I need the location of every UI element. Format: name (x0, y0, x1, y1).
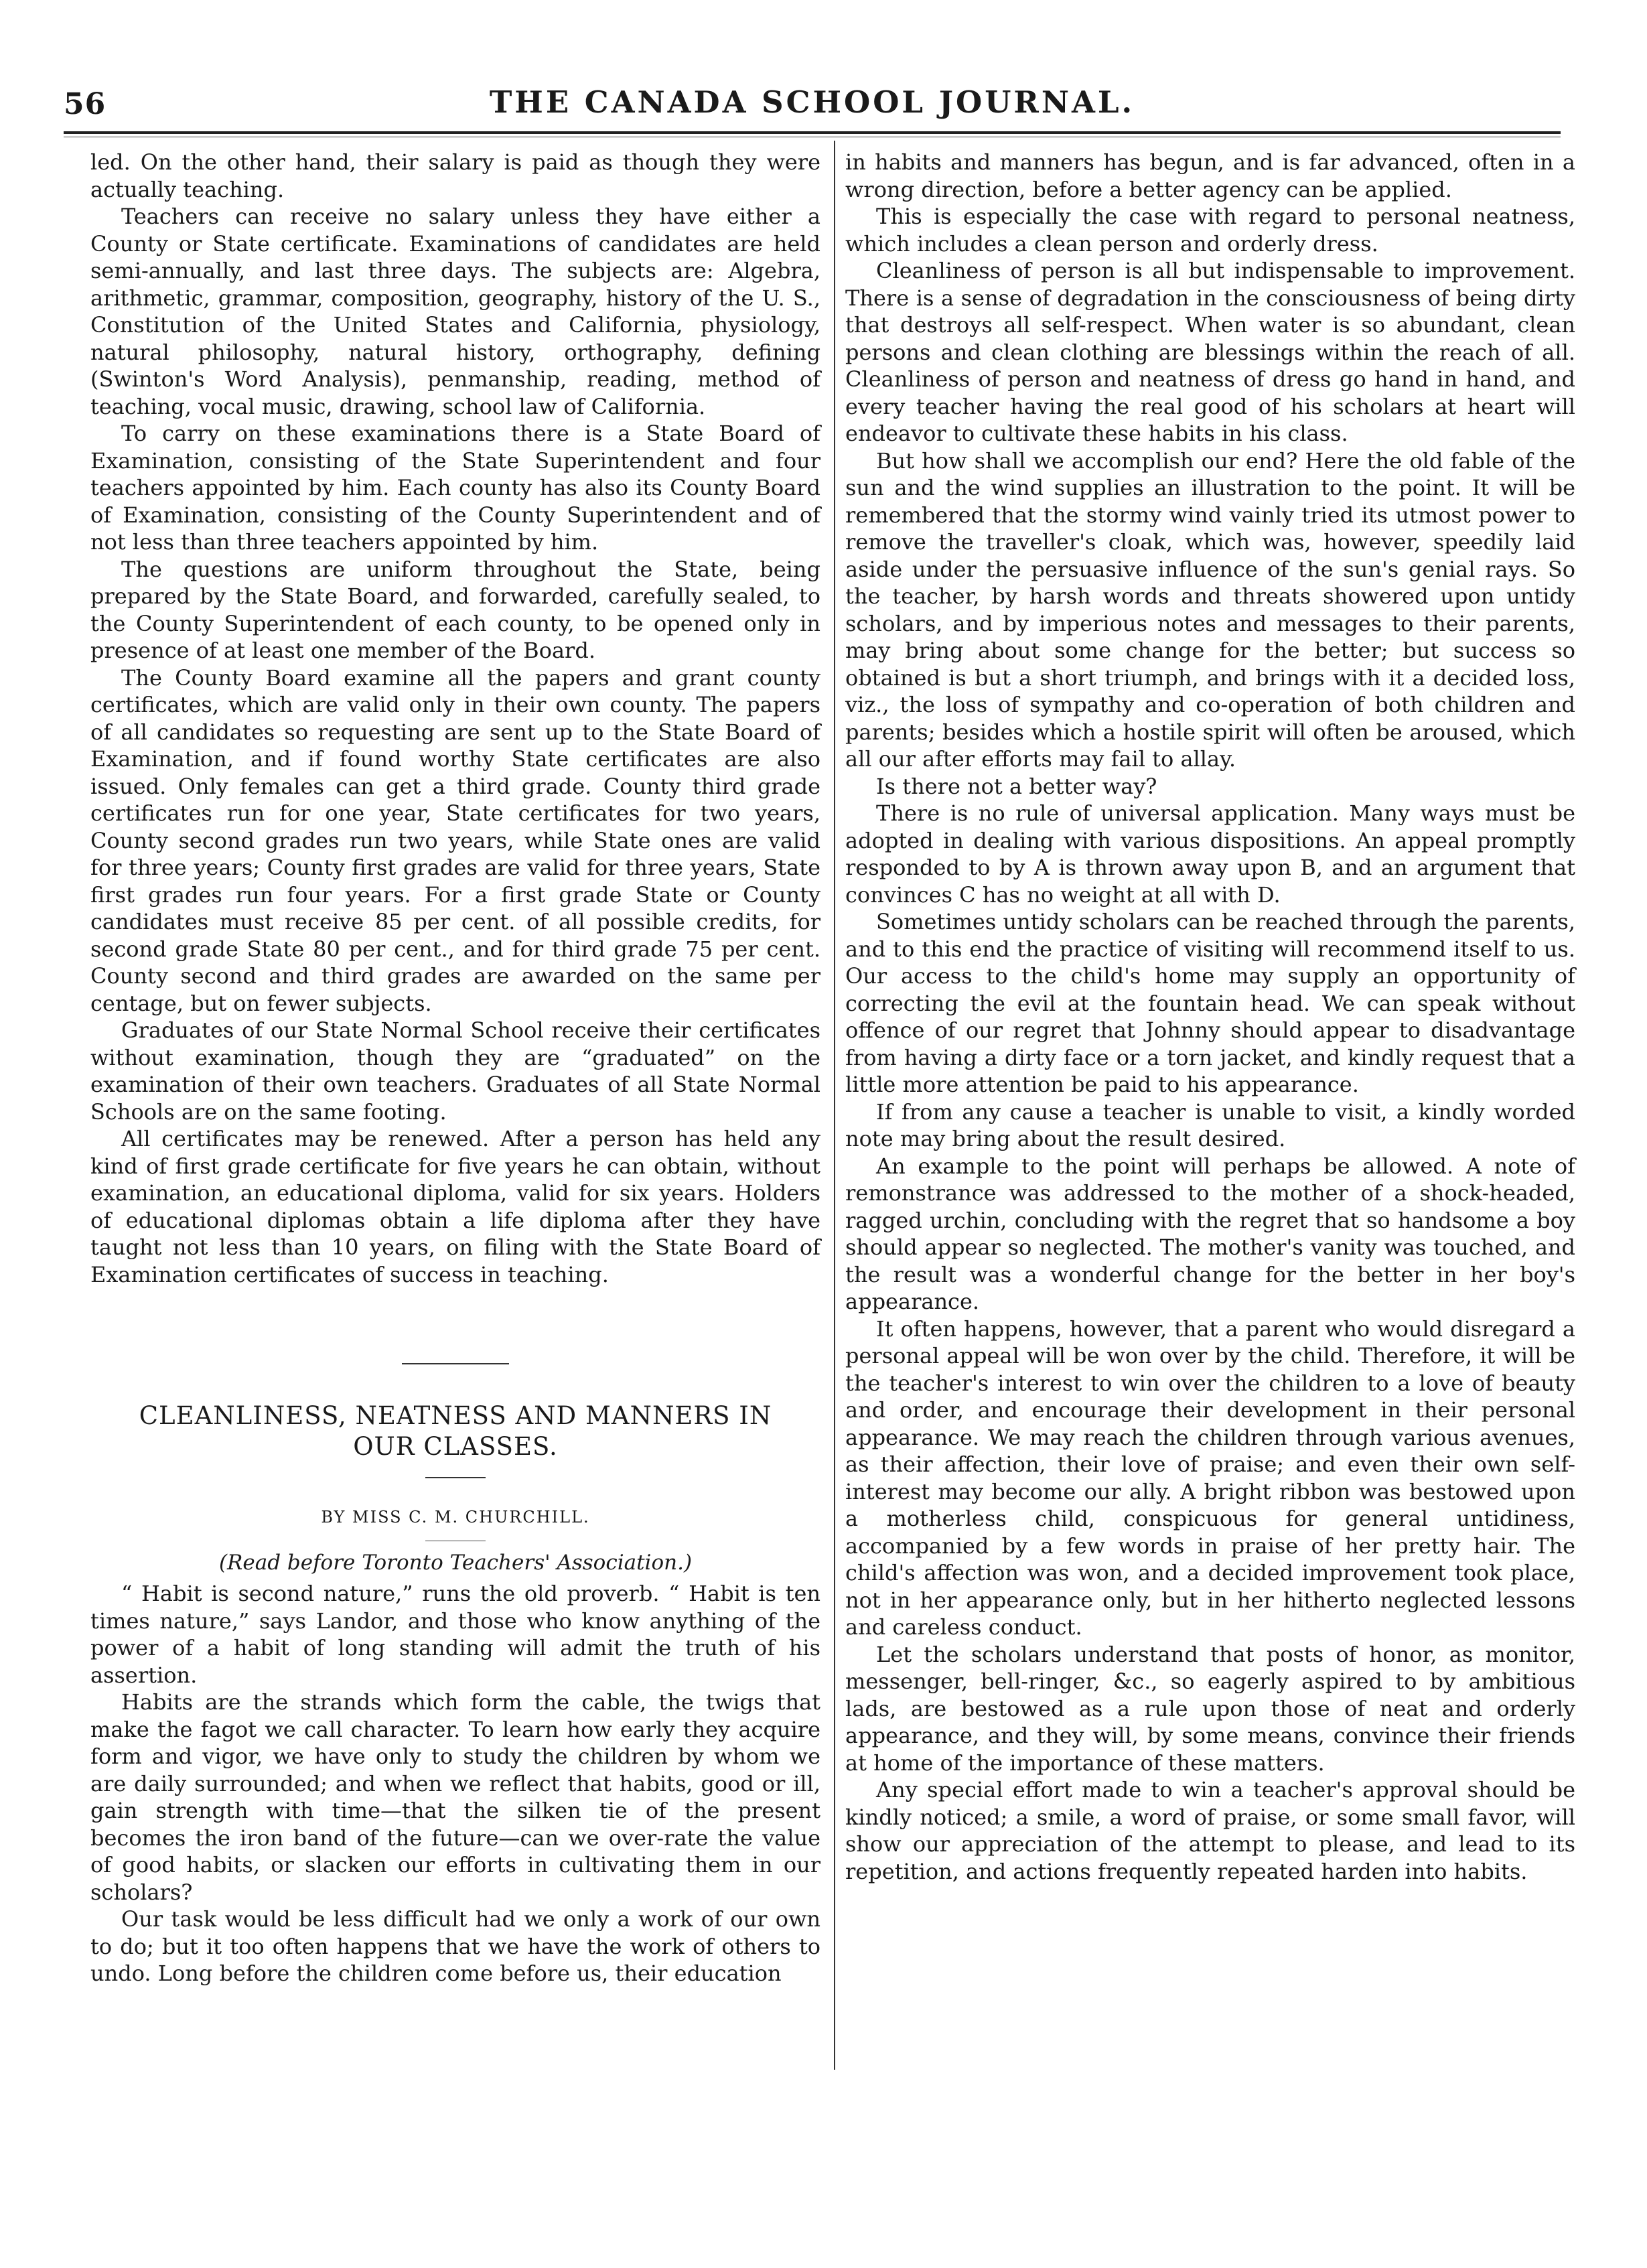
left-column (90, 149, 820, 1987)
article-byline: BY MISS C. M. CHURCHILL. (321, 1508, 590, 1527)
paragraph: Habits are the strands which form the cable, the twigs that make the fagot we call character. To learn how early they acquire form and vigor, we have only to study the children by whom we are daily surrounded; and when we reflect that habits, good or ill, gain strength with time—that the silken tie of the present becomes the iron band of the future—can we over-rate the value of good habits, or slacken our efforts in cultivating them in our scholars? (90, 1689, 820, 1905)
paragraph: Graduates of our State Normal School receive their certificates without examination, though they are “graduated” on the examination of their own teachers. Graduates of all State Normal Schools are on the same footing. (90, 1017, 820, 1125)
paragraph: An example to the point will perhaps be allowed. A note of remonstrance was addressed to the mother of a shock-headed, ragged urchin, concluding with the regret that so handsome a boy should appear so neglected. The mother's vanity was touched, and the result was a wonderful change for the better in her boy's appearance. (845, 1153, 1575, 1314)
paragraph: All certificates may be renewed. After a person has held any kind of first grade certificate for five years he can obtain, without examination, an educational diploma, valid for six years. Holders of educational diplomas obtain a life diploma after they have taught not less than 10 years, on filing with the State Board of Examination certificates of success in teaching. (90, 1126, 820, 1287)
paragraph: The questions are uniform throughout the State, being prepared by the State Board, and forwarded, carefully sealed, to the County Superintendent of each county, to be opened only in presence of at least one member of the Board. (90, 556, 820, 663)
header-rule (64, 131, 1561, 134)
paragraph: This is especially the case with regard to personal neatness, which includes a clean person and orderly dress. (845, 204, 1575, 257)
paragraph: Sometimes untidy scholars can be reached through the parents, and to this end the practice of visiting will recommend itself to us. Our access to the child's home may supply an opportunity of correcting the evil at the fountain head. We can speak without offence of our regret that Johnny should appear to disadvantage from having a dirty face or a torn jacket, and kindly request that a little more attention be paid to his appearance. (845, 909, 1575, 1097)
paragraph: Is there not a better way? (876, 773, 1157, 799)
article-title: CLEANLINESS, NEATNESS AND MANNERS IN OUR CLASSES. (139, 1401, 772, 1461)
paragraph: “ Habit is second nature,” runs the old proverb. “ Habit is ten times nature,” says Landor, and those who know anything of the power of a habit of long standing will admit the truth of his assertion. (90, 1581, 820, 1688)
paragraph: Any special effort made to win a teacher's approval should be kindly noticed; a smile, a word of praise, or some small favor, will show our appreciation of the attempt to please, and lead to its repetition, and actions frequently repeated harden into habits. (845, 1777, 1575, 1884)
paragraph: Our task would be less difficult had we only a work of our own to do; but it too often happens that we have the work of others to undo. Long before the children come before us, their education (90, 1906, 820, 1986)
paragraph: in habits and manners has begun, and is far advanced, often in a wrong direction, before a better agency can be applied. (845, 149, 1575, 202)
column-divider (834, 141, 835, 2070)
paragraph: Cleanliness of person is all but indispensable to improvement. There is a sense of degradation in the consciousness of being dirty that destroys all self-respect. When water is so abundant, clean persons and clean clothing are blessings within the reach of all. Cleanliness of person and neatness of dress go hand in hand, and every teacher having the real good of his scholars at heart will endeavor to cultivate these habits in his class. (845, 258, 1575, 446)
title-rule (425, 1477, 486, 1478)
section-divider (402, 1363, 509, 1364)
right-column (845, 149, 1575, 1885)
article-read-note: (Read before Toronto Teachers' Association.) (218, 1550, 693, 1575)
page-number: 56 (64, 87, 106, 121)
paragraph: led. On the other hand, their salary is paid as though they were actually teaching. (90, 149, 820, 202)
paragraph: Let the scholars understand that posts of honor, as monitor, messenger, bell-ringer, &c., so eagerly aspired to by ambitious lads, are bestowed as a rule upon those of neat and orderly appearance, and they will, by some means, convince their friends at home of the importance of these matters. (845, 1641, 1575, 1776)
page-header (64, 79, 1561, 126)
paragraph: But how shall we accomplish our end? Here the old fable of the sun and the wind supplies an illustration to the point. It will be remembered that the stormy wind vainly tried its utmost power to remove the traveller's cloak, which was, however, speedily laid aside under the persuasive influence of the sun's genial rays. So the teacher, by harsh words and threats showered upon untidy scholars, and by imperious notes and messages to their parents, may bring about some change for the better; but success so obtained is but a short triumph, and brings with it a decided loss, viz., the loss of sympathy and co-operation of both children and parents; besides which a hostile spirit will often be aroused, which all our after efforts may fail to allay. (845, 447, 1575, 772)
paragraph: To carry on these examinations there is a State Board of Examination, consisting of the State Superintendent and four teachers appointed by him. Each county has also its County Board of Examination, consisting of the County Superintendent and of not less than three teachers appointed by him. (90, 421, 820, 555)
paragraph: Teachers can receive no salary unless they have either a County or State certificate. Examinations of candidates are held semi-annually, and last three days. The subjects are: Algebra, arithmetic, grammar, composition, geography, history of the U. S., Constitution of the United States and California, physiology, natural philosophy, natural history, orthography, defining (Swinton's Word Analysis), penmanship, reading, method of teaching, vocal music, drawing, school law of California. (90, 204, 820, 419)
journal-title: THE CANADA SCHOOL JOURNAL. (489, 84, 1135, 120)
paragraph: It often happens, however, that a parent who would disregard a personal appeal will be won over by the child. Therefore, it will be the teacher's interest to win over the children to a love of beauty and order, and encourage their development in their personal appearance. We may reach the children through various avenues, as their affection, their love of praise; and even their own self-interest may become our ally. A bright ribbon was bestowed upon a motherless child, conspicuous for general untidiness, accompanied by a few words in praise of her pretty hair. The child's affection was won, and a decided improvement took place, not in her appearance only, but in her hitherto neglected lessons and careless conduct. (845, 1316, 1575, 1640)
paragraph: If from any cause a teacher is unable to visit, a kindly worded note may bring about the result desired. (845, 1098, 1575, 1151)
paragraph: There is no rule of universal application. Many ways must be adopted in dealing with various dispositions. An appeal promptly responded to by A is thrown away upon B, and an argument that convinces C has no weight at all with D. (845, 800, 1575, 908)
paragraph: The County Board examine all the papers and grant county certificates, which are valid only in their own county. The papers of all candidates so requesting are sent up to the State Board of Examination, and if found worthy State certificates are also issued. Only females can get a third grade. County third grade certificates run for one year, State certificates for two years, County second grades run two years, while State ones are valid for three years; County first grades are valid for three years, State first grades run four years. For a first grade State or County candidates must receive 85 per cent. of all possible credits, for second grade State 80 per cent., and for third grade 75 per cent. County second and third grades are awarded on the same per centage, but on fewer subjects. (90, 664, 820, 1016)
